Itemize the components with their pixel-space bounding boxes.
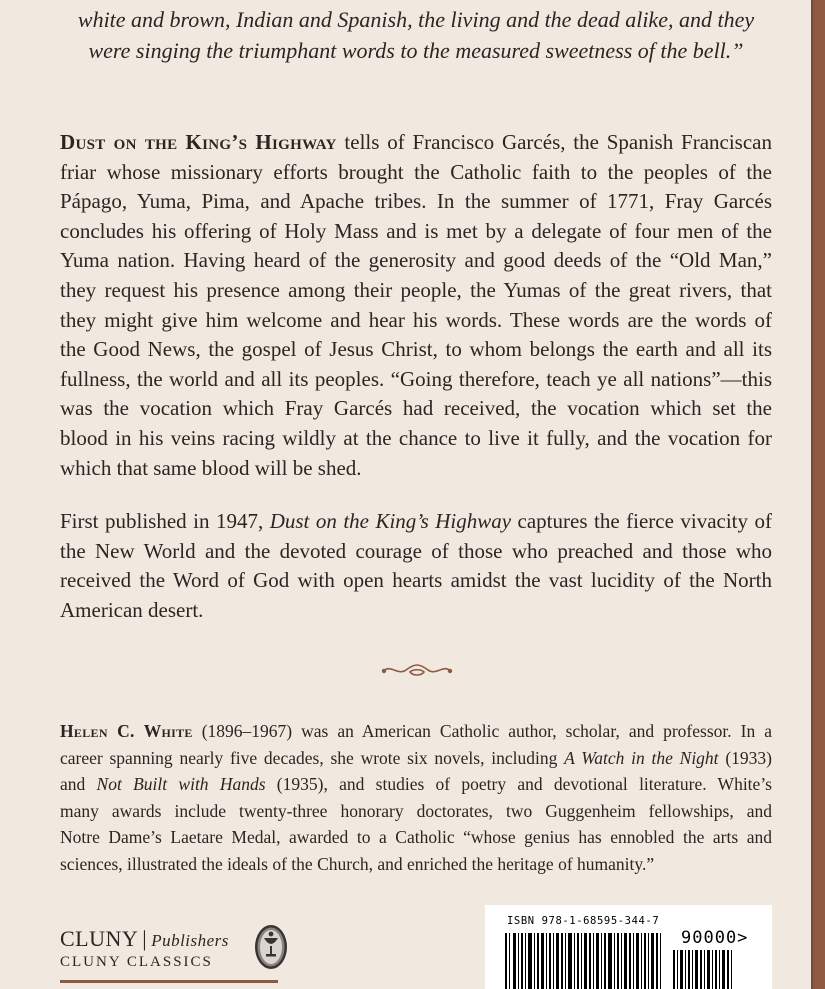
- publication-line: American desert.: [60, 597, 204, 622]
- author-name-smallcaps: Helen C. White: [60, 721, 193, 741]
- novel-title-italic: Not Built with Hands: [96, 774, 266, 794]
- description-line: friar whose missionary efforts brought the Catholic faith to the peoples of the: [60, 159, 772, 184]
- bio-line: sciences, illustrated the ideals of the Church, and enriched the heritage of humanity.”: [60, 853, 655, 874]
- publisher-name: CLUNY: [60, 926, 139, 951]
- publication-line: First published in 1947, Dust on the King’s Highway captures the fierce vivacity of: [60, 509, 772, 533]
- barcode-bars-main: [505, 933, 665, 989]
- publication-line: received the Word of God with open hearts amidst the vast lucidity of the North: [60, 568, 772, 593]
- publisher-separator: |: [142, 926, 148, 951]
- bio-line: career spanning nearly five decades, she wrote six novels, including A Watch in the Night (1933): [60, 747, 772, 768]
- bio-line: and Not Built with Hands (1935), and studies of poetry and devotional literature. White’s: [60, 774, 772, 794]
- bio-line: Helen C. White (1896–1967) was an American Catholic author, scholar, and professor. In a: [60, 721, 772, 741]
- description-line: Yuma nation. Having heard of the generosity and good deeds of the “Old Man,”: [60, 248, 772, 273]
- isbn-barcode: [485, 905, 772, 989]
- bio-line: Notre Dame’s Laetare Medal, awarded to a Catholic “whose genius has ennobled the arts and: [60, 827, 772, 847]
- publisher-name-row: [60, 926, 280, 952]
- quote-line: were singing the triumphant words to the measured sweetness of the bell.”: [88, 38, 744, 63]
- description-line: was the vocation which Fray Garcés had received, the vocation which set the: [60, 396, 772, 421]
- flourish-ornament-icon: [380, 660, 454, 680]
- book-description: [60, 128, 772, 483]
- price-code: 90000>: [681, 928, 749, 948]
- bio-line: many awards include twenty-three honorary doctorates, two Guggenheim fellowships, and: [60, 800, 772, 821]
- publisher-logo: [60, 926, 280, 971]
- novel-title-italic: A Watch in the Night: [564, 747, 719, 768]
- description-line: fullness, the world and all its peoples. “Going therefore, teach ye all nations”—this: [60, 366, 772, 391]
- spine-edge: [811, 0, 825, 989]
- book-title-smallcaps: Dust on the King’s Highway: [60, 130, 337, 154]
- description-line: concludes his offering of Holy Mass and is met by a delegate of four men of the: [60, 218, 772, 243]
- description-line: blood in his veins racing wildly at the chance to live it fully, and the vocation for: [60, 425, 772, 450]
- publication-paragraph: [60, 507, 772, 625]
- description-line: Pápago, Yuma, Pima, and Apache tribes. In the summer of 1771, Fray Garcés: [60, 189, 772, 214]
- description-line: they request his presence among their people, the Yumas of the great rivers, that: [60, 277, 772, 302]
- author-bio: [60, 718, 772, 877]
- description-line: the Good News, the gospel of Jesus Christ, to whom belongs the earth and all its: [60, 337, 772, 362]
- isbn-number: ISBN 978-1-68595-344-7: [507, 915, 660, 927]
- book-title-italic: Dust on the King’s Highway: [269, 509, 512, 533]
- publisher-label: Publishers: [151, 931, 229, 950]
- description-line: they might give him welcome and hear his words. These words are the words of: [60, 307, 772, 332]
- series-name: CLUNY CLASSICS: [60, 954, 213, 970]
- barcode-bars-addon: [673, 950, 753, 989]
- epigraph-quote: [60, 4, 772, 66]
- quote-line: white and brown, Indian and Spanish, the living and the dead alike, and they: [77, 7, 755, 32]
- chalice-seal-icon: [254, 924, 288, 970]
- publication-line: the New World and the devoted courage of those who preached and those who: [60, 538, 772, 563]
- publisher-rule: [60, 980, 278, 983]
- description-line: which that same blood will be shed.: [60, 455, 362, 480]
- description-line: Dust on the King’s Highway tells of Francisco Garcés, the Spanish Franciscan: [60, 130, 772, 154]
